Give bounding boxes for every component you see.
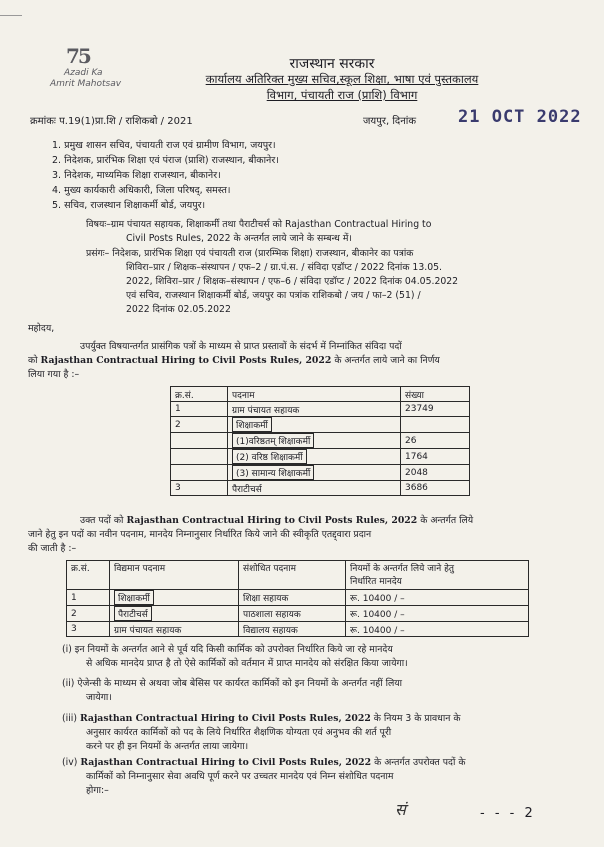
office-title-line2: विभाग, पंचायती राज (प्राशि) विभाग	[266, 88, 418, 102]
cell-post: शिक्षाकर्मी	[232, 417, 272, 432]
paragraph-1	[28, 340, 588, 382]
point-4-line2: कार्मिकों को निम्नानुसार सेवा अवधि पूर्ण करने पर उच्चतर मानदेय एवं निम्न संशोधित पदनाम	[86, 771, 394, 782]
header-cell: क्र.सं.	[171, 387, 228, 402]
cell-sn: 1	[171, 402, 228, 417]
scan-mark	[0, 15, 22, 16]
signature: सं	[395, 800, 406, 819]
cell-sn: 2	[67, 606, 110, 622]
reference-number: क्रमांकः प.19(1)प्रा.शि / राशिकबो / 2021	[30, 116, 193, 127]
cell-count: 23749	[401, 402, 470, 417]
rules-name: Rajasthan Contractual Hiring to Civil Posts Rules, 2022	[40, 355, 332, 366]
point-3-line1	[62, 712, 594, 726]
table-header-row	[171, 387, 470, 402]
table-row	[171, 402, 470, 417]
point-4-line1-post: के अन्तर्गत उपरोक्त पदों के	[374, 757, 466, 768]
point-3-line3: करने पर ही इन नियमों के अन्तर्गत लाया जायेगा।	[86, 741, 249, 752]
point-3	[62, 712, 594, 754]
addressee-item: 1. प्रमुख शासन सचिव, पंचायती राज एवं ग्रामीण विभाग, जयपुर।	[52, 140, 276, 151]
subject-line: Civil Posts Rules, 2022 के अन्तर्गत लाये जाने के सम्बन्ध में।	[126, 233, 352, 244]
posts-table	[170, 386, 470, 496]
subject	[86, 218, 596, 246]
cell-sn: 3	[171, 481, 228, 496]
cell-honorarium: रू. 10400 / –	[346, 590, 529, 606]
table-row	[67, 590, 529, 606]
table-row	[171, 417, 470, 433]
cell-honorarium: रू. 10400 / –	[346, 622, 529, 637]
cell-post: (1)वरिष्ठतम् शिक्षाकर्मी	[232, 433, 314, 448]
page-continuation-marker: - - - 2	[480, 806, 536, 821]
cell-sn: 1	[67, 590, 110, 606]
para2-line1-pre: उक्त पदों को	[80, 515, 124, 526]
para2-line3: की जाती है :–	[28, 543, 77, 554]
header-cell: पदनाम	[228, 387, 401, 402]
reference-line: शिविरा–प्रार / शिक्षक–संस्थापन / एफ–2 / ग्रा.पं.स. / संविदा एडॉप्ट / 2022 दिनांक 13.05.	[126, 262, 442, 273]
point-1-line1: (i) इन नियमों के अन्तर्गत आने से पूर्व यदि किसी कार्मिक को उपरोक्त निर्धारित किये जा रहे मानदेय	[62, 644, 393, 655]
header-cell-line: निर्धारित मानदेय	[350, 577, 402, 587]
rules-name: Rajasthan Contractual Hiring to Civil Posts Rules, 2022	[80, 757, 372, 768]
addressee-item: 4. मुख्य कार्यकारी अधिकारी, जिला परिषद्, समस्त।	[52, 185, 231, 196]
cell-count: 1764	[401, 449, 470, 465]
cell-post: पैराटीचर्स	[228, 481, 401, 496]
cell-post: ग्राम पंचायत सहायक	[228, 402, 401, 417]
table-row	[67, 606, 529, 622]
designation-table	[66, 560, 529, 637]
logo-text-amrit: Amrit Mahotsav	[50, 79, 122, 89]
table-row	[67, 622, 529, 637]
cell-existing: ग्राम पंचायत सहायक	[110, 622, 239, 637]
reference-line: 2022, शिविरा–प्रार / शिक्षक–संस्थापन / एफ–6 / संविदा एडॉप्ट / 2022 दिनांक 04.05.2022	[126, 276, 459, 287]
para1-line2-post: के अन्तर्गत लाये जाने का निर्णय	[334, 355, 440, 366]
table-row	[171, 449, 470, 465]
cell-honorarium: रू. 10400 / –	[346, 606, 529, 622]
rules-name: Rajasthan Contractual Hiring to Civil Posts Rules, 2022	[126, 515, 418, 526]
reference-block	[86, 247, 596, 317]
header-cell-line: नियमों के अन्तर्गत लिये जाने हेतु	[350, 564, 455, 574]
point-1	[62, 643, 594, 671]
point-3-line1-post: के नियम 3 के प्रावधान के	[373, 713, 461, 724]
paragraph-2	[28, 514, 588, 556]
header-cell: विद्यमान पदनाम	[110, 561, 239, 590]
cell-post: (3) सामान्य शिक्षाकर्मी	[232, 465, 314, 480]
header-cell: संशोधित पदनाम	[239, 561, 346, 590]
para2-line1-post: के अन्तर्गत लिये	[420, 515, 474, 526]
cell-revised: पाठशाला सहायक	[239, 606, 346, 622]
logo-mark: 75	[66, 44, 90, 68]
para1-line3: लिया गया है :–	[28, 369, 80, 380]
point-4-line3: होगा:–	[86, 785, 109, 796]
date-stamp: 21 OCT 2022	[458, 107, 582, 127]
cell-existing: शिक्षाकर्मी	[114, 590, 154, 605]
point-3-line2: अनुसार कार्यरत कार्मिकों को पद के लिये निर्धारित शैक्षणिक योग्यता एवं अनुभव की शर्त पूरी	[86, 727, 392, 738]
point-4	[62, 756, 594, 798]
table-row	[171, 481, 470, 496]
office-title-line1: कार्यालय अतिरिक्त मुख्य सचिव,स्कूल शिक्षा, भाषा एवं पुस्तकालय	[205, 72, 479, 86]
government-title: राजस्थान सरकार	[289, 56, 375, 72]
subject-line: विषयः–ग्राम पंचायत सहायक, शिक्षाकर्मी तथा पैराटीचर्स को Rajasthan Contractual Hiring to	[86, 219, 432, 230]
cell-sn: 3	[67, 622, 110, 637]
rules-name: Rajasthan Contractual Hiring to Civil Posts Rules, 2022	[79, 713, 371, 724]
reference-line: प्रसंगः– निदेशक, प्रारंभिक शिक्षा एवं पंचायती राज (प्रारम्भिक शिक्षा) राजस्थान, बीकानेर का पत्रांक	[86, 248, 414, 259]
cell-revised: विद्यालय सहायक	[239, 622, 346, 637]
cell-count: 2048	[401, 465, 470, 481]
point-2-line1: (ii) ऐजेन्सी के माध्यम से अथवा जोब बेसिस पर कार्यरत कार्मिकों को इन नियमों के अन्तर्गत नहीं लिया	[62, 678, 403, 689]
addressee-item: 2. निदेशक, प्रारंभिक शिक्षा एवं पंराज (प्राशि) राजस्थान, बीकानेर।	[52, 155, 279, 166]
para1-line1: उपर्युक्त विषयान्तर्गत प्रासंगिक पत्रों के माध्यम से प्राप्त प्रस्तावों के संदर्भ में निम्नांकित संविदा पदों	[80, 341, 402, 352]
para2-line2: जाने हेतु इन पदों का नवीन पदनाम, मानदेय निम्नानुसार निर्धारित किये जाने की स्वीकृति एतद्द्वारा प्रदान	[28, 529, 372, 540]
para1-line2	[28, 354, 588, 368]
cell-revised: शिक्षा सहायक	[239, 590, 346, 606]
header-cell: क्र.सं.	[67, 561, 110, 590]
reference-line: एवं सचिव, राजस्थान शिक्षाकर्मी बोर्ड, जयपुर का पत्रांक राशिकबो / जय / फा–2 (51) /	[126, 290, 421, 301]
salutation: महोदय,	[28, 323, 55, 334]
point-1-line2: से अधिक मानदेय प्राप्त है तो ऐसे कार्मिकों को वर्तमान में प्राप्त मानदेय को संरक्षित किया जायेगा।	[86, 658, 408, 669]
cell-sn: 2	[171, 417, 228, 433]
table-row	[171, 433, 470, 449]
cell-existing: पैराटीचर्स	[114, 606, 152, 621]
logo-text-azadi: Azadi Ka	[64, 68, 103, 78]
cell-post: (2) वरिष्ठ शिक्षाकर्मी	[232, 449, 307, 464]
place-date-label: जयपुर, दिनांक	[363, 116, 417, 127]
header-cell: संख्या	[401, 387, 470, 402]
cell-count: 26	[401, 433, 470, 449]
addressee-list	[52, 138, 279, 213]
point-2-line2: जायेगा।	[86, 692, 112, 703]
point-2	[62, 677, 594, 705]
point-4-number: (iv)	[62, 757, 78, 768]
point-4-line1	[62, 756, 594, 770]
cell-count: 3686	[401, 481, 470, 496]
reference-line: 2022 दिनांक 02.05.2022	[126, 304, 231, 315]
table-row	[171, 465, 470, 481]
para2-line1	[28, 514, 588, 528]
point-3-number: (iii)	[62, 713, 78, 724]
header-cell	[346, 561, 529, 590]
addressee-item: 5. सचिव, राजस्थान शिक्षाकर्मी बोर्ड, जयपुर।	[52, 200, 206, 211]
table-header-row	[67, 561, 529, 590]
para1-line2-pre: को	[28, 355, 38, 366]
addressee-item: 3. निदेशक, माध्यमिक शिक्षा राजस्थान, बीकानेर।	[52, 170, 221, 181]
